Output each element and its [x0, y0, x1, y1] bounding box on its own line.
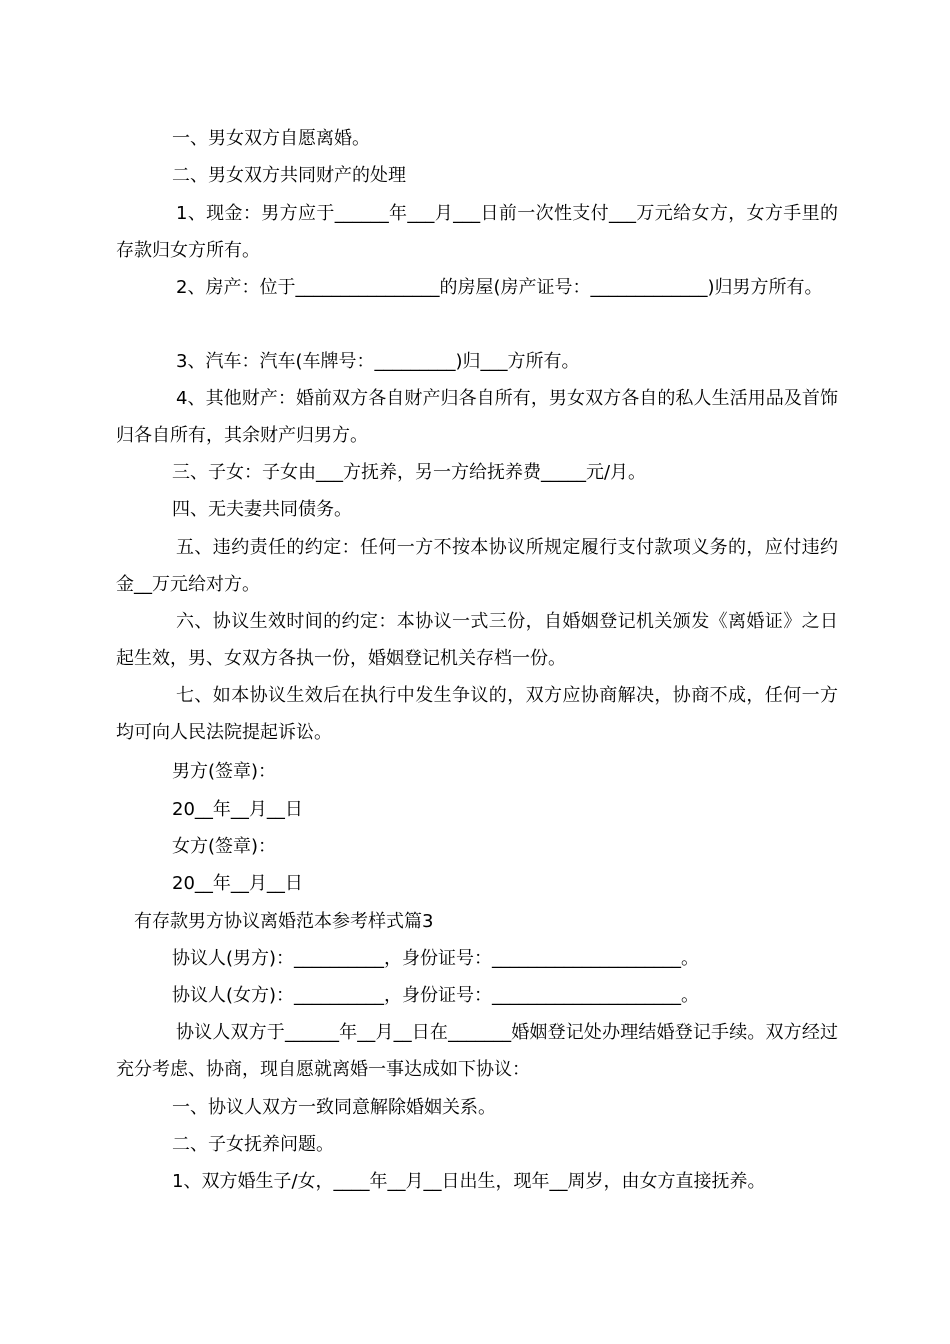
- party-female: 协议人(女方)：__________，身份证号：_____________________。: [172, 985, 700, 1006]
- paragraph-breach: 五、违约责任的约定：任何一方不按本协议所规定履行支付款项义务的，应付违约金__万元给对方。: [116, 537, 838, 595]
- paragraph-joint-property: 二、男女双方共同财产的处理: [172, 165, 406, 186]
- paragraph-voluntary-divorce: 一、男女双方自愿离婚。: [172, 128, 370, 149]
- paragraph-dispute: 七、如本协议生效后在执行中发生争议的，双方应协商解决，协商不成，任何一方均可向人民法院提起诉讼。: [116, 685, 838, 743]
- paragraph-car: 3、汽车：汽车(车牌号：_________)归___方所有。: [176, 351, 580, 372]
- signature-male: 男方(签章)：: [172, 761, 277, 782]
- paragraph-child-birth: 1、双方婚生子/女，____年__月__日出生，现年__周岁，由女方直接抚养。: [172, 1171, 766, 1192]
- paragraph-children: 三、子女：子女由___方抚养，另一方给抚养费_____元/月。: [172, 462, 647, 483]
- paragraph-effective-time: 六、协议生效时间的约定：本协议一式三份，自婚姻登记机关颁发《离婚证》之日起生效，男、女双方各执一份，婚姻登记机关存档一份。: [116, 611, 838, 669]
- date-female: 20__年__月__日: [172, 873, 303, 894]
- paragraph-no-debt: 四、无夫妻共同债务。: [172, 499, 352, 520]
- paragraph-dissolve-marriage: 一、协议人双方一致同意解除婚姻关系。: [172, 1097, 496, 1118]
- party-male: 协议人(男方)：__________，身份证号：_____________________。: [172, 948, 700, 969]
- paragraph-cash: 1、现金：男方应于______年___月___日前一次性支付___万元给女方，女方手里的存款归女方所有。: [116, 203, 838, 261]
- section-title: 有存款男方协议离婚范本参考样式篇3: [134, 911, 434, 932]
- paragraph-child-custody: 二、子女抚养问题。: [172, 1134, 334, 1155]
- signature-female: 女方(签章)：: [172, 836, 277, 857]
- paragraph-other-property: 4、其他财产：婚前双方各自财产归各自所有，男女双方各自的私人生活用品及首饰归各自所有，其余财产归男方。: [116, 388, 838, 446]
- paragraph-house: 2、房产：位于________________的房屋(房产证号：_____________)归男方所有。: [176, 277, 823, 298]
- date-male: 20__年__月__日: [172, 799, 303, 820]
- paragraph-marriage-registration: 协议人双方于______年__月__日在_______婚姻登记处办理结婚登记手续。双方经过充分考虑、协商，现自愿就离婚一事达成如下协议：: [116, 1022, 838, 1080]
